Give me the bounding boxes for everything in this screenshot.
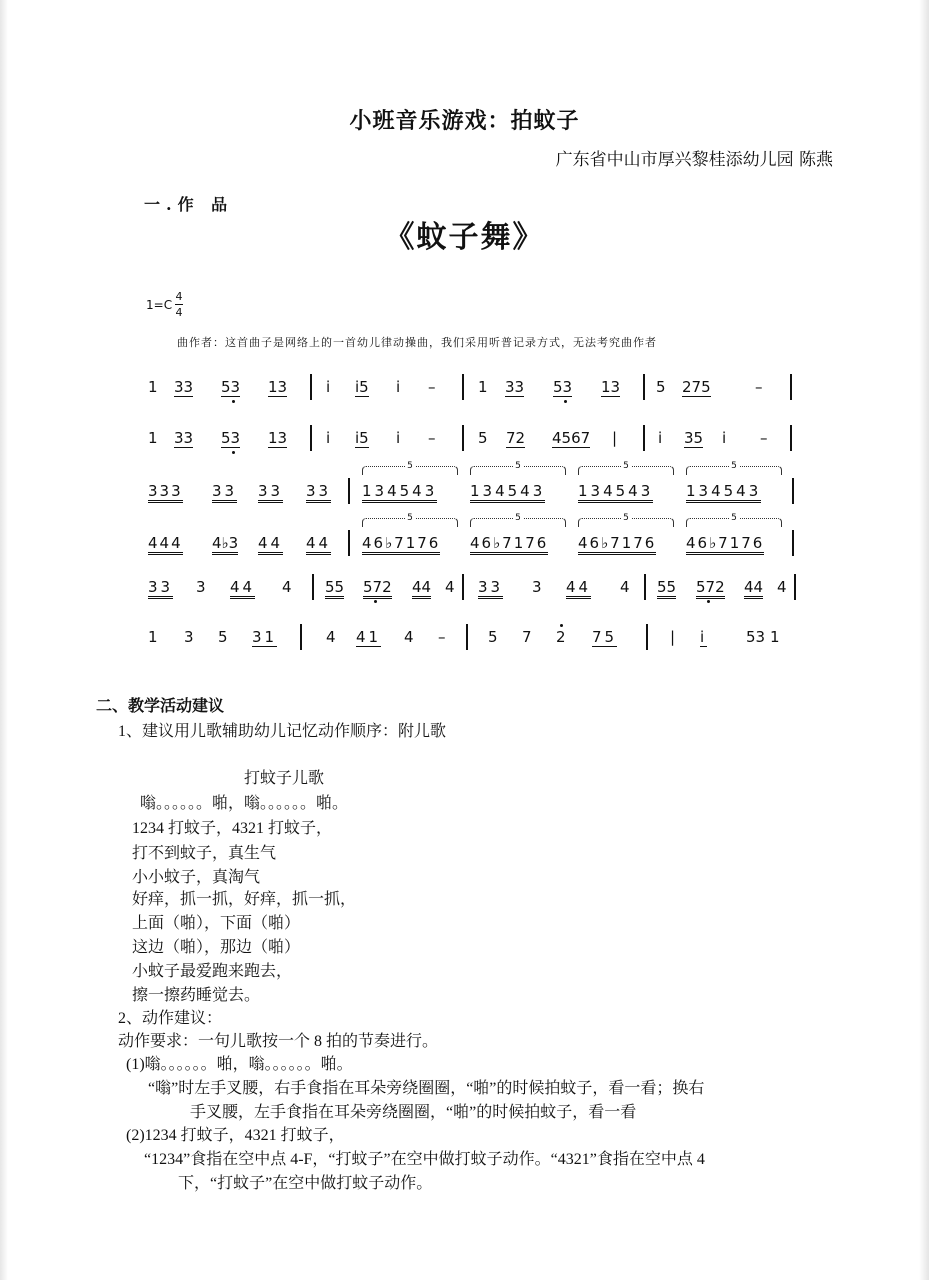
note: 1	[148, 378, 158, 396]
note: 572	[696, 578, 725, 599]
note: 4	[445, 578, 455, 596]
note: –	[428, 429, 436, 447]
step-1-desc: “嗡”时左手叉腰，右手食指在耳朵旁绕圈圈，“啪”的时候拍蚊子，看一看；换右	[148, 1080, 705, 1097]
note: 4	[404, 628, 414, 646]
note: 134543	[470, 482, 545, 503]
note: 5	[478, 429, 488, 447]
note: 44	[230, 578, 255, 599]
barline	[644, 574, 646, 600]
note: 33	[212, 482, 237, 503]
barline	[792, 530, 794, 556]
score-row-5	[0, 572, 929, 608]
note: 5	[488, 628, 498, 646]
note: 4	[620, 578, 630, 596]
note: i	[326, 429, 331, 447]
section-heading-suggestions: 二、教学活动建议	[96, 696, 225, 715]
time-signature	[175, 290, 183, 319]
note: 33	[478, 578, 503, 599]
barline	[466, 624, 468, 650]
step-2: (2)1234 打蚊子，4321 打蚊子，	[126, 1127, 345, 1144]
tuplet-bracket: 5	[362, 466, 458, 475]
barline	[300, 624, 302, 650]
barline	[462, 374, 464, 400]
note: i	[326, 378, 331, 396]
lyric-line: 这边（啪），那边（啪）	[132, 939, 301, 956]
note: i	[658, 429, 663, 447]
suggestion-1: 1、建议用儿歌辅助幼儿记忆动作顺序：附儿歌	[118, 723, 447, 740]
note: i5	[355, 429, 369, 447]
step-2-desc: “1234”食指在空中点 4-F，“打蚊子”在空中做打蚊子动作。“4321”食指在空中点 4	[144, 1151, 705, 1168]
barline	[462, 574, 464, 600]
barline	[646, 624, 648, 650]
note: 72	[506, 429, 526, 447]
step-2-desc-cont: 下，“打蚊子”在空中做打蚊子动作。	[178, 1175, 433, 1192]
key-signature: 1=C	[146, 298, 173, 312]
note: 33	[306, 482, 331, 503]
page-title: 小班音乐游戏：拍蚊子	[349, 108, 580, 134]
lyric-line: 小小蚊子，真淘气	[132, 869, 261, 886]
note: 55	[325, 578, 344, 599]
note: 44	[306, 534, 331, 555]
tuplet-bracket: 5	[470, 518, 566, 527]
note: 7	[522, 628, 532, 646]
note: 46♭7176	[470, 534, 548, 555]
note: 4567	[552, 429, 591, 447]
suggestion-2: 2、动作建议：	[118, 1010, 223, 1027]
note: 5	[218, 628, 228, 646]
note: 13	[601, 378, 621, 396]
lyric-line: 打不到蚊子，真生气	[132, 845, 277, 862]
note: 4♭3	[212, 534, 238, 555]
action-requirement: 动作要求：一句儿歌按一个 8 拍的节奏进行。	[118, 1033, 439, 1050]
note: 53	[221, 378, 241, 396]
note: i	[396, 429, 401, 447]
barline	[792, 478, 794, 504]
barline	[643, 425, 645, 451]
author-line: 广东省中山市厚兴黎桂添幼儿园 陈燕	[555, 150, 833, 170]
barline	[348, 530, 350, 556]
note: 134543	[686, 482, 761, 503]
score-row-6	[0, 622, 929, 658]
note: 44	[566, 578, 591, 599]
note: 33	[174, 429, 194, 447]
composer-note: 曲作者：这首曲子是网络上的一首幼儿律动操曲，我们采用听普记录方式，无法考究曲作者	[177, 336, 657, 349]
note: i	[396, 378, 401, 396]
note: 333	[148, 482, 183, 503]
lyric-line: 嗡。。。。。。啪，嗡。。。。。。啪。	[140, 795, 349, 812]
note: –	[755, 378, 763, 396]
note: 31	[252, 628, 278, 646]
lyric-line: 小蚊子最爱跑来跑去，	[132, 963, 293, 980]
barline	[348, 478, 350, 504]
note: 5	[656, 378, 666, 396]
note: –	[428, 378, 436, 396]
note: 53	[746, 628, 766, 646]
note: 33	[174, 378, 194, 396]
note: i5	[355, 378, 369, 396]
barline	[312, 574, 314, 600]
tuplet-bracket: 5	[578, 518, 674, 527]
note: 13	[268, 429, 288, 447]
barline	[790, 425, 792, 451]
time-sig-bottom: 4	[175, 306, 183, 319]
barline	[310, 425, 312, 451]
note: 4	[326, 628, 336, 646]
note: 134543	[362, 482, 437, 503]
barline	[310, 374, 312, 400]
note: –	[438, 628, 446, 646]
note: 33	[258, 482, 283, 503]
song-heading: 打蚊子儿歌	[244, 770, 325, 787]
note: 3	[196, 578, 206, 596]
note: 44	[744, 578, 763, 599]
lyric-line: 好痒，抓一抓，好痒，抓一抓，	[132, 891, 357, 908]
note: 4	[282, 578, 292, 596]
note: 1	[770, 628, 780, 646]
note: 46♭7176	[362, 534, 440, 555]
note: 3	[184, 628, 194, 646]
note: 55	[657, 578, 676, 599]
note: 2	[556, 628, 566, 646]
tuplet-bracket: 5	[686, 518, 782, 527]
lyric-line: 1234 打蚊子，4321 打蚊子，	[132, 820, 333, 837]
note: 33	[505, 378, 525, 396]
section-heading-works: 一.作 品	[144, 195, 234, 214]
note: 275	[682, 378, 711, 396]
note: 1	[148, 628, 158, 646]
note: –	[760, 429, 768, 447]
note: 33	[148, 578, 173, 599]
tuplet-bracket: 5	[470, 466, 566, 475]
note: 572	[363, 578, 392, 599]
note: 35	[684, 429, 704, 447]
note: 44	[258, 534, 283, 555]
score-row-2	[0, 423, 929, 459]
note: |	[612, 429, 618, 447]
song-title: 《蚊子舞》	[384, 220, 545, 255]
note: 1	[148, 429, 158, 447]
note: 46♭7176	[686, 534, 764, 555]
note: 3	[532, 578, 542, 596]
barline	[643, 374, 645, 400]
tuplet-bracket: 5	[578, 466, 674, 475]
note: i	[700, 628, 708, 646]
note: 1	[478, 378, 488, 396]
note: 41	[356, 628, 382, 646]
tuplet-bracket: 5	[362, 518, 458, 527]
time-sig-top: 4	[175, 290, 183, 303]
note: 53	[553, 378, 573, 396]
note: 75	[592, 628, 618, 646]
note: |	[670, 628, 676, 646]
score-row-1	[0, 372, 929, 408]
lyric-line: 擦一擦药睡觉去。	[132, 987, 261, 1004]
note: 53	[221, 429, 241, 447]
barline	[794, 574, 796, 600]
note: 4	[777, 578, 787, 596]
note: i	[722, 429, 727, 447]
barline	[462, 425, 464, 451]
tuplet-bracket: 5	[686, 466, 782, 475]
score-row-3	[0, 461, 929, 512]
note: 134543	[578, 482, 653, 503]
lyric-line: 上面（啪），下面（啪）	[132, 915, 301, 932]
note: 444	[148, 534, 183, 555]
step-1-desc-cont: 手叉腰，左手食指在耳朵旁绕圈圈，“啪”的时候拍蚊子，看一看	[190, 1104, 637, 1121]
note: 13	[268, 378, 288, 396]
note: 44	[412, 578, 431, 599]
note: 46♭7176	[578, 534, 656, 555]
score-row-4	[0, 513, 929, 564]
barline	[790, 374, 792, 400]
step-1: (1)嗡。。。。。。啪，嗡。。。。。。啪。	[126, 1056, 353, 1073]
